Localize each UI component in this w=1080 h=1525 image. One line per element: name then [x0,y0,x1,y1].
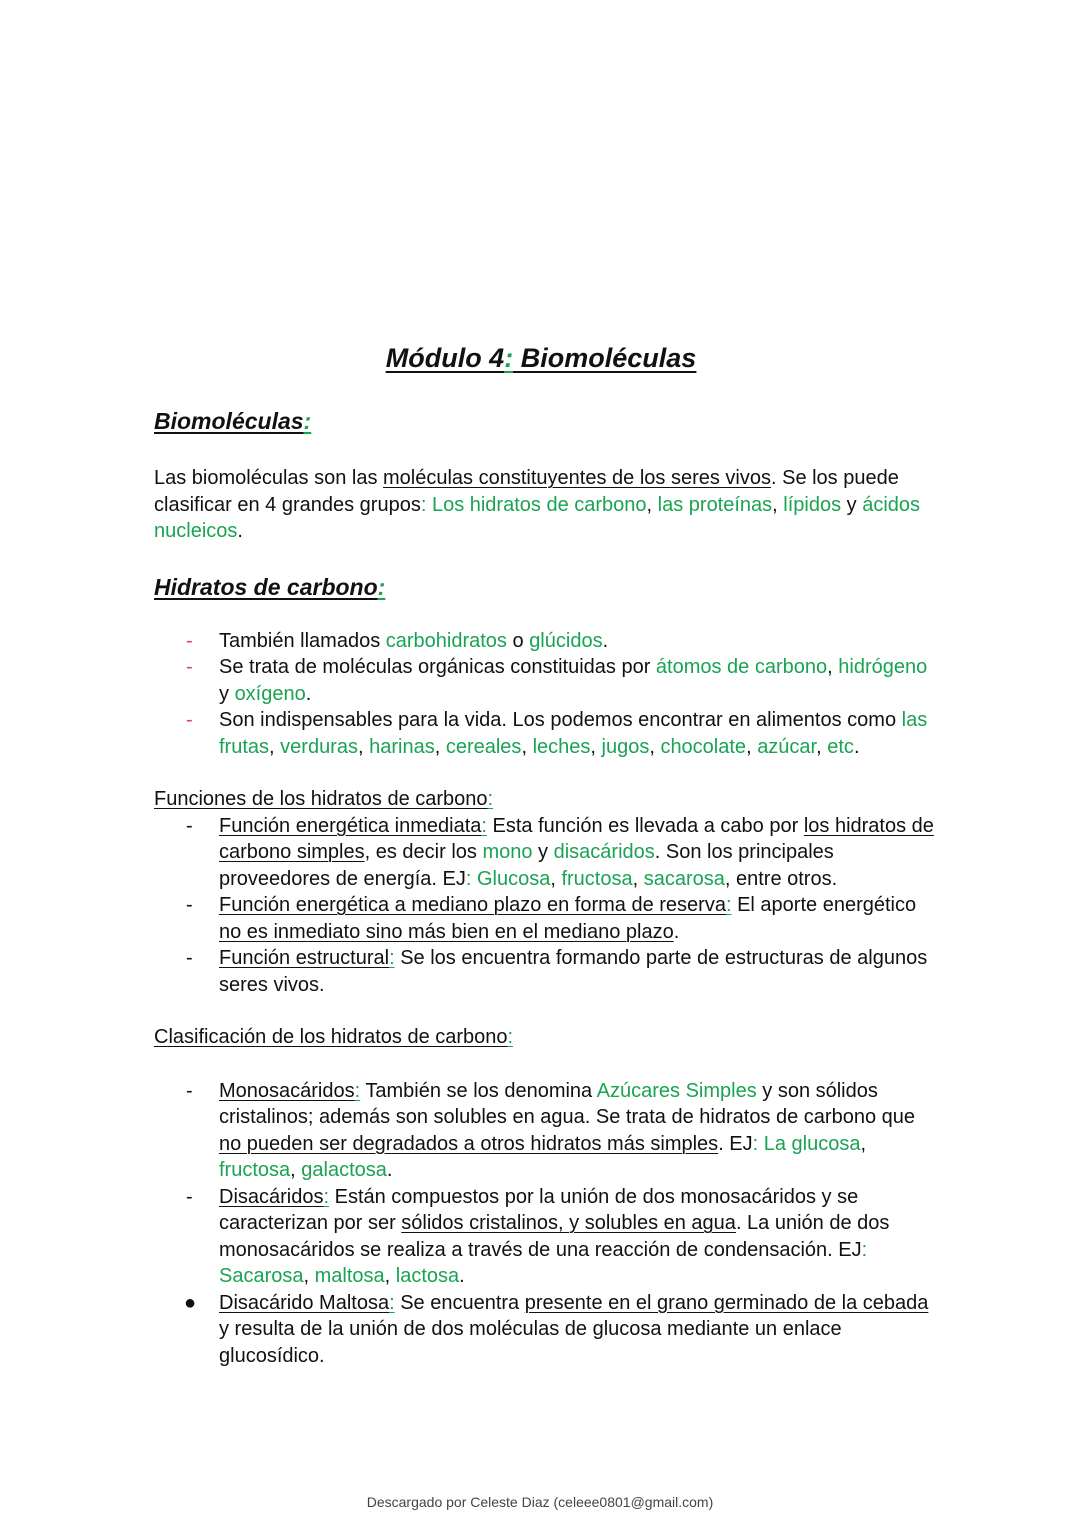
list-item: - Función estructural: Se los encuentra formando parte de estructuras de algunos seres vivos. [186,947,928,996]
funciones-list [154,813,934,999]
list-item: ● Disacárido Maltosa: Se encuentra presente en el grano germinado de la cebada y resulta de la unión de dos moléculas de glucosa mediante un enlace glucosídico. [184,1291,929,1367]
list-item: - Son indispensables para la vida. Los podemos encontrar en alimentos como las frutas, verduras, harinas, cereales, leches, jugos, chocolate, azúcar, etc. [186,709,928,758]
download-footer: Descargado por Celeste Diaz (celeee0801@gmail.com) [366,1494,714,1510]
list-item: - Monosacáridos: También se los denomina Azúcares Simples y son sólidos cristalinos; además son solubles en agua. Se trata de hidratos de carbono que no pueden ser degradados a otros hidratos más simples. EJ: La glucosa, fructosa, galactosa. [186,1079,915,1181]
list-item: - Función energética a mediano plazo en forma de reserva: El aporte energético no es inmediato sino más bien en el mediano plazo. [186,894,917,943]
section-heading-biomoleculas: Biomoléculas: [154,408,312,434]
dash-marker: - [186,629,193,652]
dash-marker: - [186,1079,193,1102]
dash-marker: - [186,709,193,731]
list-item: - Disacáridos: Están compuestos por la unión de dos monosacáridos y se caracterizan por ser sólidos cristalinos, y solubles en agua. La unión de dos monosacáridos se realiza a través de una reacción de condensación. EJ: Sacarosa, maltosa, lactosa. [186,1185,890,1287]
intro-paragraph: Las biomoléculas son las moléculas constituyentes de los seres vivos. Se los puede clasificar en 4 grandes grupos: Los hidratos de carbono, las proteínas, lípidos y ácidos nucleicos. [154,467,921,542]
dash-marker: - [186,947,193,969]
list-item: - Se trata de moléculas orgánicas constituidas por átomos de carbono, hidrógeno y oxígeno. [186,656,928,705]
dash-marker: - [186,814,193,837]
section-heading-hidratos: Hidratos de carbono: [154,573,386,600]
dash-marker: - [186,656,193,678]
bullet-marker: ● [184,1291,197,1314]
hidratos-list [154,628,934,761]
dash-marker: - [186,1185,193,1208]
dash-marker: - [186,894,193,916]
funciones-heading: Funciones de los hidratos de carbono: [154,788,494,810]
document-body [154,340,934,1369]
clasificacion-heading: Clasificación de los hidratos de carbono: [154,1026,514,1048]
clasificacion-list [154,1078,934,1370]
list-item: - También llamados carbohidratos o glúcidos. [154,628,934,655]
list-item: - Función energética inmediata: Esta función es llevada a cabo por los hidratos de carbono simples, es decir los mono y disacáridos. Son los principales proveedores de energía. EJ: Glucosa, fructosa, sacarosa, entre otros. [186,814,934,890]
page-title: Módulo 4: Biomoléculas [385,343,697,373]
